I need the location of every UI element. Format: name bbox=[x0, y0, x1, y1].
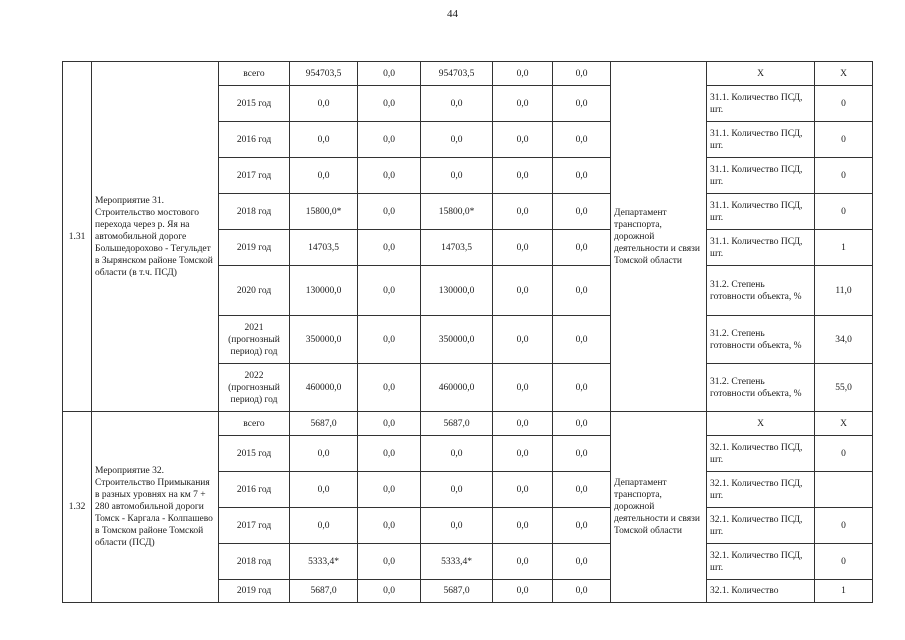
regional-funding-cell: 0,0 bbox=[421, 122, 493, 158]
extrabudget-funding-cell: 0,0 bbox=[553, 62, 611, 86]
extrabudget-funding-cell: 0,0 bbox=[553, 472, 611, 508]
local-funding-cell: 0,0 bbox=[493, 544, 553, 580]
local-funding-cell: 0,0 bbox=[493, 316, 553, 364]
local-funding-cell: 0,0 bbox=[493, 266, 553, 316]
federal-funding-cell: 0,0 bbox=[358, 194, 421, 230]
responsible-department: Департамент транспорта, дорожной деятельности и связи Томской области bbox=[611, 412, 707, 603]
regional-funding-cell: 5333,4* bbox=[421, 544, 493, 580]
local-funding-cell: 0,0 bbox=[493, 436, 553, 472]
year-cell: 2021 (прогнозный период) год bbox=[219, 316, 290, 364]
indicator-value-cell: 0 bbox=[815, 86, 873, 122]
indicator-value-cell: 11,0 bbox=[815, 266, 873, 316]
total-funding-cell: 954703,5 bbox=[290, 62, 358, 86]
regional-funding-cell: 460000,0 bbox=[421, 364, 493, 412]
year-cell: всего bbox=[219, 412, 290, 436]
regional-funding-cell: 5687,0 bbox=[421, 580, 493, 603]
year-cell: 2016 год bbox=[219, 472, 290, 508]
indicator-value-cell bbox=[815, 472, 873, 508]
total-funding-cell: 5687,0 bbox=[290, 412, 358, 436]
table-row bbox=[63, 412, 873, 436]
total-funding-cell: 0,0 bbox=[290, 86, 358, 122]
federal-funding-cell: 0,0 bbox=[358, 62, 421, 86]
indicator-cell: 31.1. Количество ПСД, шт. bbox=[707, 158, 815, 194]
total-funding-cell: 130000,0 bbox=[290, 266, 358, 316]
indicator-cell: 31.1. Количество ПСД, шт. bbox=[707, 86, 815, 122]
page-number: 44 bbox=[447, 8, 458, 20]
extrabudget-funding-cell: 0,0 bbox=[553, 580, 611, 603]
indicator-value-cell: 0 bbox=[815, 122, 873, 158]
indicator-value-cell: Х bbox=[815, 62, 873, 86]
indicator-cell: 32.1. Количество bbox=[707, 580, 815, 603]
regional-funding-cell: 14703,5 bbox=[421, 230, 493, 266]
indicator-value-cell: 1 bbox=[815, 580, 873, 603]
extrabudget-funding-cell: 0,0 bbox=[553, 508, 611, 544]
year-cell: 2017 год bbox=[219, 158, 290, 194]
local-funding-cell: 0,0 bbox=[493, 508, 553, 544]
extrabudget-funding-cell: 0,0 bbox=[553, 266, 611, 316]
federal-funding-cell: 0,0 bbox=[358, 266, 421, 316]
year-cell: 2015 год bbox=[219, 86, 290, 122]
table-row bbox=[63, 62, 873, 86]
indicator-cell: 31.2. Степень готовности объекта, % bbox=[707, 364, 815, 412]
regional-funding-cell: 15800,0* bbox=[421, 194, 493, 230]
extrabudget-funding-cell: 0,0 bbox=[553, 158, 611, 194]
local-funding-cell: 0,0 bbox=[493, 230, 553, 266]
regional-funding-cell: 350000,0 bbox=[421, 316, 493, 364]
local-funding-cell: 0,0 bbox=[493, 580, 553, 603]
federal-funding-cell: 0,0 bbox=[358, 580, 421, 603]
indicator-value-cell: Х bbox=[815, 412, 873, 436]
federal-funding-cell: 0,0 bbox=[358, 86, 421, 122]
year-cell: 2018 год bbox=[219, 544, 290, 580]
year-cell: 2022 (прогнозный период) год bbox=[219, 364, 290, 412]
extrabudget-funding-cell: 0,0 bbox=[553, 412, 611, 436]
federal-funding-cell: 0,0 bbox=[358, 316, 421, 364]
program-table bbox=[62, 61, 873, 603]
federal-funding-cell: 0,0 bbox=[358, 230, 421, 266]
total-funding-cell: 15800,0* bbox=[290, 194, 358, 230]
indicator-cell: Х bbox=[707, 62, 815, 86]
total-funding-cell: 14703,5 bbox=[290, 230, 358, 266]
federal-funding-cell: 0,0 bbox=[358, 412, 421, 436]
activity-description: Мероприятие 32. Строительство Примыкания в разных уровнях на км 7 + 280 автомобильной дороги Томск - Каргала - Колпашево в Томском районе Томской области (ПСД) bbox=[92, 412, 219, 603]
indicator-cell: Х bbox=[707, 412, 815, 436]
local-funding-cell: 0,0 bbox=[493, 62, 553, 86]
federal-funding-cell: 0,0 bbox=[358, 472, 421, 508]
local-funding-cell: 0,0 bbox=[493, 122, 553, 158]
federal-funding-cell: 0,0 bbox=[358, 122, 421, 158]
local-funding-cell: 0,0 bbox=[493, 158, 553, 194]
item-number: 1.31 bbox=[63, 62, 92, 412]
total-funding-cell: 0,0 bbox=[290, 436, 358, 472]
regional-funding-cell: 0,0 bbox=[421, 508, 493, 544]
indicator-value-cell: 0 bbox=[815, 436, 873, 472]
regional-funding-cell: 0,0 bbox=[421, 436, 493, 472]
year-cell: всего bbox=[219, 62, 290, 86]
federal-funding-cell: 0,0 bbox=[358, 544, 421, 580]
total-funding-cell: 0,0 bbox=[290, 472, 358, 508]
indicator-value-cell: 55,0 bbox=[815, 364, 873, 412]
indicator-cell: 31.1. Количество ПСД, шт. bbox=[707, 230, 815, 266]
extrabudget-funding-cell: 0,0 bbox=[553, 230, 611, 266]
extrabudget-funding-cell: 0,0 bbox=[553, 122, 611, 158]
indicator-cell: 32.1. Количество ПСД, шт. bbox=[707, 544, 815, 580]
federal-funding-cell: 0,0 bbox=[358, 436, 421, 472]
indicator-value-cell: 0 bbox=[815, 194, 873, 230]
extrabudget-funding-cell: 0,0 bbox=[553, 86, 611, 122]
year-cell: 2018 год bbox=[219, 194, 290, 230]
indicator-value-cell: 0 bbox=[815, 158, 873, 194]
extrabudget-funding-cell: 0,0 bbox=[553, 544, 611, 580]
extrabudget-funding-cell: 0,0 bbox=[553, 364, 611, 412]
indicator-cell: 32.1. Количество ПСД, шт. bbox=[707, 436, 815, 472]
local-funding-cell: 0,0 bbox=[493, 472, 553, 508]
year-cell: 2019 год bbox=[219, 230, 290, 266]
extrabudget-funding-cell: 0,0 bbox=[553, 194, 611, 230]
regional-funding-cell: 5687,0 bbox=[421, 412, 493, 436]
responsible-department: Департамент транспорта, дорожной деятельности и связи Томской области bbox=[611, 62, 707, 412]
regional-funding-cell: 130000,0 bbox=[421, 266, 493, 316]
total-funding-cell: 0,0 bbox=[290, 122, 358, 158]
indicator-value-cell: 1 bbox=[815, 230, 873, 266]
total-funding-cell: 0,0 bbox=[290, 508, 358, 544]
indicator-cell: 31.1. Количество ПСД, шт. bbox=[707, 194, 815, 230]
total-funding-cell: 350000,0 bbox=[290, 316, 358, 364]
year-cell: 2020 год bbox=[219, 266, 290, 316]
indicator-value-cell: 0 bbox=[815, 544, 873, 580]
total-funding-cell: 460000,0 bbox=[290, 364, 358, 412]
indicator-cell: 31.2. Степень готовности объекта, % bbox=[707, 316, 815, 364]
local-funding-cell: 0,0 bbox=[493, 194, 553, 230]
total-funding-cell: 5687,0 bbox=[290, 580, 358, 603]
year-cell: 2015 год bbox=[219, 436, 290, 472]
extrabudget-funding-cell: 0,0 bbox=[553, 436, 611, 472]
year-cell: 2016 год bbox=[219, 122, 290, 158]
federal-funding-cell: 0,0 bbox=[358, 364, 421, 412]
activity-description: Мероприятие 31. Строительство мостового перехода через р. Яя на автомобильной дороге Большедорохово - Тегульдет в Зырянском районе Томской области (в т.ч. ПСД) bbox=[92, 62, 219, 412]
indicator-cell: 32.1. Количество ПСД, шт. bbox=[707, 508, 815, 544]
regional-funding-cell: 0,0 bbox=[421, 158, 493, 194]
extrabudget-funding-cell: 0,0 bbox=[553, 316, 611, 364]
federal-funding-cell: 0,0 bbox=[358, 508, 421, 544]
total-funding-cell: 5333,4* bbox=[290, 544, 358, 580]
indicator-value-cell: 34,0 bbox=[815, 316, 873, 364]
regional-funding-cell: 954703,5 bbox=[421, 62, 493, 86]
indicator-cell: 31.2. Степень готовности объекта, % bbox=[707, 266, 815, 316]
federal-funding-cell: 0,0 bbox=[358, 158, 421, 194]
local-funding-cell: 0,0 bbox=[493, 364, 553, 412]
year-cell: 2017 год bbox=[219, 508, 290, 544]
total-funding-cell: 0,0 bbox=[290, 158, 358, 194]
indicator-cell: 32.1. Количество ПСД, шт. bbox=[707, 472, 815, 508]
item-number: 1.32 bbox=[63, 412, 92, 603]
indicator-cell: 31.1. Количество ПСД, шт. bbox=[707, 122, 815, 158]
year-cell: 2019 год bbox=[219, 580, 290, 603]
local-funding-cell: 0,0 bbox=[493, 412, 553, 436]
regional-funding-cell: 0,0 bbox=[421, 86, 493, 122]
indicator-value-cell: 0 bbox=[815, 508, 873, 544]
regional-funding-cell: 0,0 bbox=[421, 472, 493, 508]
local-funding-cell: 0,0 bbox=[493, 86, 553, 122]
